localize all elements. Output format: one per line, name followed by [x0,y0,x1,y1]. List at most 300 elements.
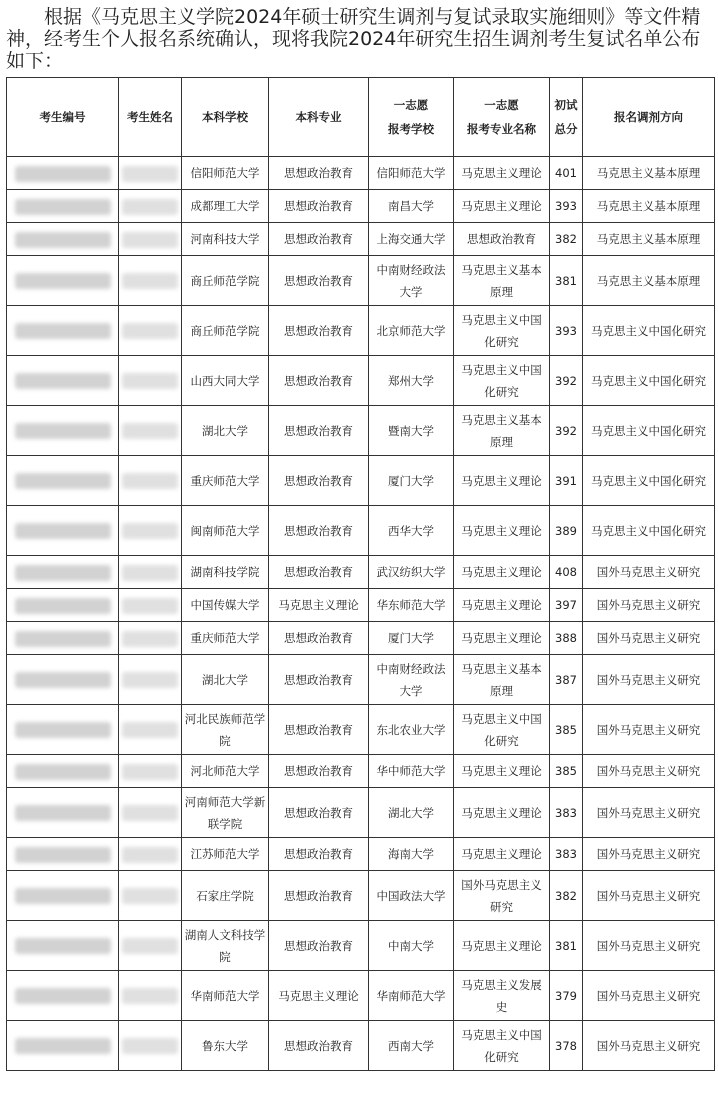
initial-score-cell [550,306,583,356]
redacted-blur [15,888,111,904]
undergrad-school-cell-text: 河北师范大学 [190,764,260,778]
redacted-blur [122,805,178,821]
first-choice-school-cell [369,921,454,971]
undergrad-major-cell [269,838,369,871]
header-first-choice-school: 一志愿 报考学校 [369,78,454,157]
candidate-id-cell [7,406,119,456]
first-choice-school-cell [369,788,454,838]
undergrad-major-cell [269,190,369,223]
adjust-direction-cell [583,1021,715,1071]
initial-score-cell [550,223,583,256]
undergrad-school-cell-text: 信阳师范大学 [190,166,260,180]
candidate-id-cell [7,589,119,622]
candidate-name-cell [119,406,182,456]
header-candidate-id: 考生编号 [7,78,119,157]
first-choice-major-cell [454,306,550,356]
initial-score-cell [550,705,583,755]
undergrad-major-cell-text: 思想政治教育 [284,166,353,180]
adjust-direction-cell [583,190,715,223]
first-choice-major-cell [454,705,550,755]
initial-score-cell [550,356,583,406]
first-choice-major-cell [454,838,550,871]
undergrad-major-cell-text: 思想政治教育 [284,323,353,338]
undergrad-major-cell [269,223,369,256]
undergrad-major-cell-text: 思想政治教育 [284,423,353,438]
table-header-row [7,78,715,157]
table-row [7,190,715,223]
candidate-id-cell [7,506,119,556]
initial-score-cell-text: 391 [555,473,577,488]
redacted-blur [122,273,178,289]
undergrad-school-cell-text: 河北民族师范学院 [184,711,266,748]
first-choice-school-cell [369,1021,454,1071]
adjust-direction-cell-text: 马克思主义中国化研究 [591,473,706,488]
candidate-name-cell [119,755,182,788]
redacted-blur [122,888,178,904]
undergrad-school-cell [182,556,269,589]
adjust-direction-cell [583,456,715,506]
retest-candidate-table [6,77,715,1071]
redacted-blur [15,722,111,738]
initial-score-cell-text: 397 [555,598,577,612]
undergrad-school-cell [182,190,269,223]
undergrad-major-cell [269,306,369,356]
first-choice-school-cell-text: 西华大学 [388,523,434,538]
initial-score-cell [550,256,583,306]
first-choice-major-cell [454,506,550,556]
redacted-blur [15,523,111,539]
undergrad-school-cell-text: 河南科技大学 [190,232,260,246]
adjust-direction-cell [583,788,715,838]
candidate-name-cell [119,838,182,871]
table-row [7,1021,715,1071]
candidate-id-cell [7,1021,119,1071]
adjust-direction-cell [583,556,715,589]
undergrad-major-cell [269,589,369,622]
adjust-direction-cell-text: 马克思主义中国化研究 [591,423,706,438]
candidate-name-cell [119,190,182,223]
first-choice-school-cell-text: 海南大学 [388,847,434,861]
first-choice-major-cell-text: 马克思主义理论 [461,565,542,579]
table-row [7,306,715,356]
undergrad-major-cell-text: 思想政治教育 [284,1038,353,1053]
first-choice-major-cell [454,256,550,306]
adjust-direction-cell-text: 马克思主义基本原理 [596,166,701,180]
first-choice-school-cell-text: 厦门大学 [388,631,434,645]
undergrad-major-cell-text: 思想政治教育 [284,565,353,579]
redacted-blur [15,166,111,182]
candidate-name-cell [119,157,182,190]
initial-score-cell-text: 388 [555,631,577,645]
first-choice-major-cell-text: 马克思主义理论 [461,847,542,861]
adjust-direction-cell [583,406,715,456]
first-choice-school-cell-text: 信阳师范大学 [376,166,446,180]
redacted-blur [15,764,111,780]
undergrad-major-cell [269,871,369,921]
redacted-blur [15,805,111,821]
initial-score-cell [550,589,583,622]
redacted-blur [122,423,178,439]
redacted-blur [15,473,111,489]
initial-score-cell-text: 383 [555,805,577,820]
initial-score-cell [550,556,583,589]
redacted-blur [122,672,178,688]
candidate-id-cell [7,655,119,705]
table-row [7,256,715,306]
first-choice-major-cell-text: 马克思主义理论 [461,199,542,213]
redacted-blur [122,232,178,248]
undergrad-major-cell-text: 思想政治教育 [284,273,353,288]
initial-score-cell-text: 382 [555,888,577,903]
initial-score-cell-text: 387 [555,672,577,687]
first-choice-major-cell-text: 马克思主义基本原理 [461,661,542,698]
first-choice-major-cell-text: 马克思主义理论 [461,805,542,820]
undergrad-major-cell [269,506,369,556]
first-choice-major-cell-text: 马克思主义理论 [461,598,542,612]
first-choice-major-cell-text: 马克思主义理论 [461,938,542,953]
redacted-blur [15,373,111,389]
first-choice-school-cell [369,705,454,755]
first-choice-school-cell-text: 东北农业大学 [376,722,446,737]
undergrad-major-cell [269,655,369,705]
header-undergrad-major: 本科专业 [269,78,369,157]
first-choice-school-cell-text: 西南大学 [388,1038,434,1053]
redacted-blur [15,598,111,614]
undergrad-school-cell-text: 湖南科技学院 [190,565,260,579]
undergrad-major-cell [269,1021,369,1071]
first-choice-major-cell-text: 马克思主义中国化研究 [461,312,542,349]
candidate-id-cell [7,921,119,971]
redacted-blur [122,373,178,389]
adjust-direction-cell-text: 国外马克思主义研究 [596,722,701,737]
first-choice-school-cell-text: 暨南大学 [388,423,434,438]
redacted-blur [122,847,178,863]
candidate-id-cell [7,256,119,306]
table-row [7,921,715,971]
candidate-name-cell [119,921,182,971]
table-body [7,157,715,1071]
adjust-direction-cell [583,838,715,871]
candidate-name-cell [119,256,182,306]
candidate-name-cell [119,655,182,705]
initial-score-cell-text: 392 [555,373,577,388]
first-choice-major-cell [454,157,550,190]
undergrad-school-cell-text: 鲁东大学 [202,1038,248,1053]
undergrad-major-cell-text: 马克思主义理论 [278,988,359,1003]
undergrad-major-cell-text: 马克思主义理论 [278,598,359,612]
redacted-blur [15,199,111,215]
first-choice-school-cell [369,755,454,788]
initial-score-cell [550,506,583,556]
first-choice-major-cell-text: 马克思主义基本原理 [461,262,542,299]
redacted-blur [122,722,178,738]
undergrad-major-cell-text: 思想政治教育 [284,672,353,687]
first-choice-school-cell [369,456,454,506]
undergrad-school-cell-text: 湖北大学 [202,672,248,687]
first-choice-school-cell-text: 中国政法大学 [376,888,446,903]
first-choice-school-cell-text: 厦门大学 [388,473,434,488]
redacted-blur [15,423,111,439]
candidate-name-cell [119,871,182,921]
undergrad-school-cell-text: 湖北大学 [202,423,248,438]
first-choice-school-cell-text: 上海交通大学 [376,232,446,246]
candidate-name-cell [119,705,182,755]
redacted-blur [15,323,111,339]
redacted-blur [122,166,178,182]
table-row [7,589,715,622]
first-choice-school-cell [369,406,454,456]
first-choice-major-cell-text: 马克思主义理论 [461,523,542,538]
first-choice-school-cell [369,971,454,1021]
initial-score-cell-text: 378 [555,1038,577,1053]
undergrad-major-cell [269,256,369,306]
redacted-blur [15,273,111,289]
first-choice-major-cell [454,556,550,589]
first-choice-major-cell [454,755,550,788]
redacted-blur [122,598,178,614]
redacted-blur [122,764,178,780]
initial-score-cell [550,1021,583,1071]
first-choice-major-cell [454,871,550,921]
undergrad-school-cell-text: 商丘师范学院 [190,273,260,288]
table-row [7,655,715,705]
initial-score-cell [550,971,583,1021]
undergrad-major-cell [269,157,369,190]
first-choice-major-cell [454,190,550,223]
first-choice-school-cell-text: 华东师范大学 [376,598,446,612]
first-choice-school-cell-text: 北京师范大学 [376,323,446,338]
initial-score-cell [550,406,583,456]
table-row [7,356,715,406]
redacted-blur [122,199,178,215]
first-choice-school-cell [369,622,454,655]
redacted-blur [15,631,111,647]
adjust-direction-cell [583,306,715,356]
undergrad-school-cell [182,971,269,1021]
undergrad-major-cell-text: 思想政治教育 [284,847,353,861]
adjust-direction-cell-text: 国外马克思主义研究 [596,631,701,645]
first-choice-major-cell [454,622,550,655]
candidate-id-cell [7,306,119,356]
undergrad-school-cell-text: 山西大同大学 [190,373,260,388]
adjust-direction-cell-text: 国外马克思主义研究 [596,1038,701,1053]
undergrad-major-cell [269,788,369,838]
undergrad-major-cell [269,356,369,406]
adjust-direction-cell-text: 国外马克思主义研究 [596,988,701,1003]
adjust-direction-cell-text: 国外马克思主义研究 [596,888,701,903]
initial-score-cell-text: 385 [555,722,577,737]
adjust-direction-cell-text: 马克思主义中国化研究 [591,373,706,388]
first-choice-school-cell [369,871,454,921]
header-adjust-direction: 报名调剂方向 [583,78,715,157]
undergrad-major-cell-text: 思想政治教育 [284,232,353,246]
redacted-blur [15,988,111,1004]
redacted-blur [122,938,178,954]
initial-score-cell [550,157,583,190]
adjust-direction-cell-text: 国外马克思主义研究 [596,805,701,820]
first-choice-major-cell [454,788,550,838]
first-choice-major-cell-text: 思想政治教育 [467,232,536,246]
candidate-id-cell [7,871,119,921]
first-choice-school-cell [369,506,454,556]
first-choice-school-cell-text: 南昌大学 [388,199,434,213]
first-choice-major-cell [454,589,550,622]
undergrad-major-cell-text: 思想政治教育 [284,764,353,778]
first-choice-school-cell-text: 武汉纺织大学 [376,565,446,579]
adjust-direction-cell [583,223,715,256]
undergrad-major-cell [269,406,369,456]
undergrad-school-cell [182,506,269,556]
redacted-blur [15,565,111,581]
initial-score-cell-text: 381 [555,938,577,953]
undergrad-school-cell-text: 重庆师范大学 [190,473,260,488]
header-first-choice-major: 一志愿 报考专业名称 [454,78,550,157]
initial-score-cell [550,921,583,971]
first-choice-school-cell [369,556,454,589]
undergrad-school-cell-text: 重庆师范大学 [190,631,260,645]
redacted-blur [122,988,178,1004]
candidate-name-cell [119,1021,182,1071]
adjust-direction-cell [583,655,715,705]
initial-score-cell-text: 381 [555,273,577,288]
undergrad-school-cell [182,406,269,456]
initial-score-cell [550,788,583,838]
undergrad-school-cell [182,655,269,705]
candidate-name-cell [119,971,182,1021]
undergrad-major-cell [269,921,369,971]
first-choice-major-cell [454,921,550,971]
candidate-id-cell [7,456,119,506]
adjust-direction-cell-text: 国外马克思主义研究 [596,565,701,579]
adjust-direction-cell [583,971,715,1021]
undergrad-major-cell-text: 思想政治教育 [284,199,353,213]
first-choice-major-cell-text: 马克思主义理论 [461,166,542,180]
undergrad-school-cell [182,921,269,971]
initial-score-cell-text: 389 [555,523,577,538]
redacted-blur [122,523,178,539]
undergrad-school-cell [182,157,269,190]
redacted-blur [122,473,178,489]
first-choice-major-cell-text: 国外马克思主义研究 [461,877,542,914]
candidate-id-cell [7,838,119,871]
undergrad-school-cell [182,871,269,921]
undergrad-major-cell-text: 思想政治教育 [284,888,353,903]
first-choice-major-cell [454,655,550,705]
initial-score-cell [550,871,583,921]
candidate-id-cell [7,157,119,190]
undergrad-school-cell-text: 商丘师范学院 [190,323,260,338]
undergrad-school-cell [182,589,269,622]
adjust-direction-cell-text: 国外马克思主义研究 [596,938,701,953]
candidate-name-cell [119,306,182,356]
table-row [7,223,715,256]
candidate-name-cell [119,456,182,506]
initial-score-cell [550,456,583,506]
table-row [7,556,715,589]
adjust-direction-cell [583,157,715,190]
undergrad-major-cell-text: 思想政治教育 [284,805,353,820]
first-choice-school-cell [369,223,454,256]
adjust-direction-cell [583,356,715,406]
undergrad-major-cell-text: 思想政治教育 [284,631,353,645]
first-choice-major-cell [454,456,550,506]
undergrad-school-cell-text: 湖南人文科技学院 [184,927,266,964]
undergrad-school-cell [182,256,269,306]
adjust-direction-cell [583,755,715,788]
table-row [7,622,715,655]
first-choice-major-cell [454,406,550,456]
first-choice-school-cell-text: 华南师范大学 [376,988,446,1003]
undergrad-major-cell [269,705,369,755]
undergrad-school-cell [182,705,269,755]
initial-score-cell [550,655,583,705]
intro-paragraph: 根据《马克思主义学院2024年硕士研究生调剂与复试录取实施细则》等文件精神，经考生个人报名系统确认，现将我院2024年研究生招生调剂考生复试名单公布如下： [6,6,701,72]
candidate-id-cell [7,755,119,788]
redacted-blur [122,1038,178,1054]
undergrad-school-cell-text: 成都理工大学 [190,199,260,213]
first-choice-major-cell [454,223,550,256]
table-row [7,788,715,838]
adjust-direction-cell-text: 马克思主义中国化研究 [591,523,706,538]
first-choice-school-cell-text: 中南大学 [388,938,434,953]
undergrad-major-cell-text: 思想政治教育 [284,373,353,388]
first-choice-school-cell [369,306,454,356]
candidate-id-cell [7,556,119,589]
undergrad-school-cell [182,838,269,871]
first-choice-major-cell [454,1021,550,1071]
header-initial-score: 初试 总分 [550,78,583,157]
undergrad-school-cell [182,755,269,788]
adjust-direction-cell [583,705,715,755]
initial-score-cell [550,190,583,223]
initial-score-cell-text: 393 [555,323,577,338]
first-choice-major-cell [454,356,550,406]
table-row [7,755,715,788]
redacted-blur [15,847,111,863]
undergrad-major-cell-text: 思想政治教育 [284,938,353,953]
undergrad-school-cell-text: 中国传媒大学 [190,598,260,612]
adjust-direction-cell [583,871,715,921]
undergrad-school-cell [182,788,269,838]
initial-score-cell-text: 383 [555,847,577,861]
undergrad-school-cell-text: 石家庄学院 [196,888,254,903]
first-choice-major-cell-text: 马克思主义理论 [461,764,542,778]
first-choice-major-cell [454,971,550,1021]
candidate-id-cell [7,971,119,1021]
undergrad-major-cell [269,456,369,506]
redacted-blur [15,1038,111,1054]
undergrad-major-cell-text: 思想政治教育 [284,722,353,737]
first-choice-major-cell-text: 马克思主义中国化研究 [461,1027,542,1064]
table-row [7,157,715,190]
candidate-name-cell [119,356,182,406]
first-choice-major-cell-text: 马克思主义中国化研究 [461,362,542,399]
undergrad-school-cell-text: 河南师范大学新联学院 [184,794,266,831]
undergrad-school-cell-text: 闽南师范大学 [190,523,260,538]
candidate-id-cell [7,356,119,406]
redacted-blur [15,232,111,248]
adjust-direction-cell-text: 马克思主义基本原理 [596,273,701,288]
candidate-name-cell [119,788,182,838]
adjust-direction-cell-text: 马克思主义基本原理 [596,199,701,213]
redacted-blur [122,631,178,647]
table-row [7,705,715,755]
first-choice-school-cell-text: 中南财经政法大学 [376,661,446,698]
adjust-direction-cell [583,622,715,655]
undergrad-major-cell [269,622,369,655]
candidate-name-cell [119,589,182,622]
first-choice-school-cell-text: 中南财经政法大学 [376,262,446,299]
